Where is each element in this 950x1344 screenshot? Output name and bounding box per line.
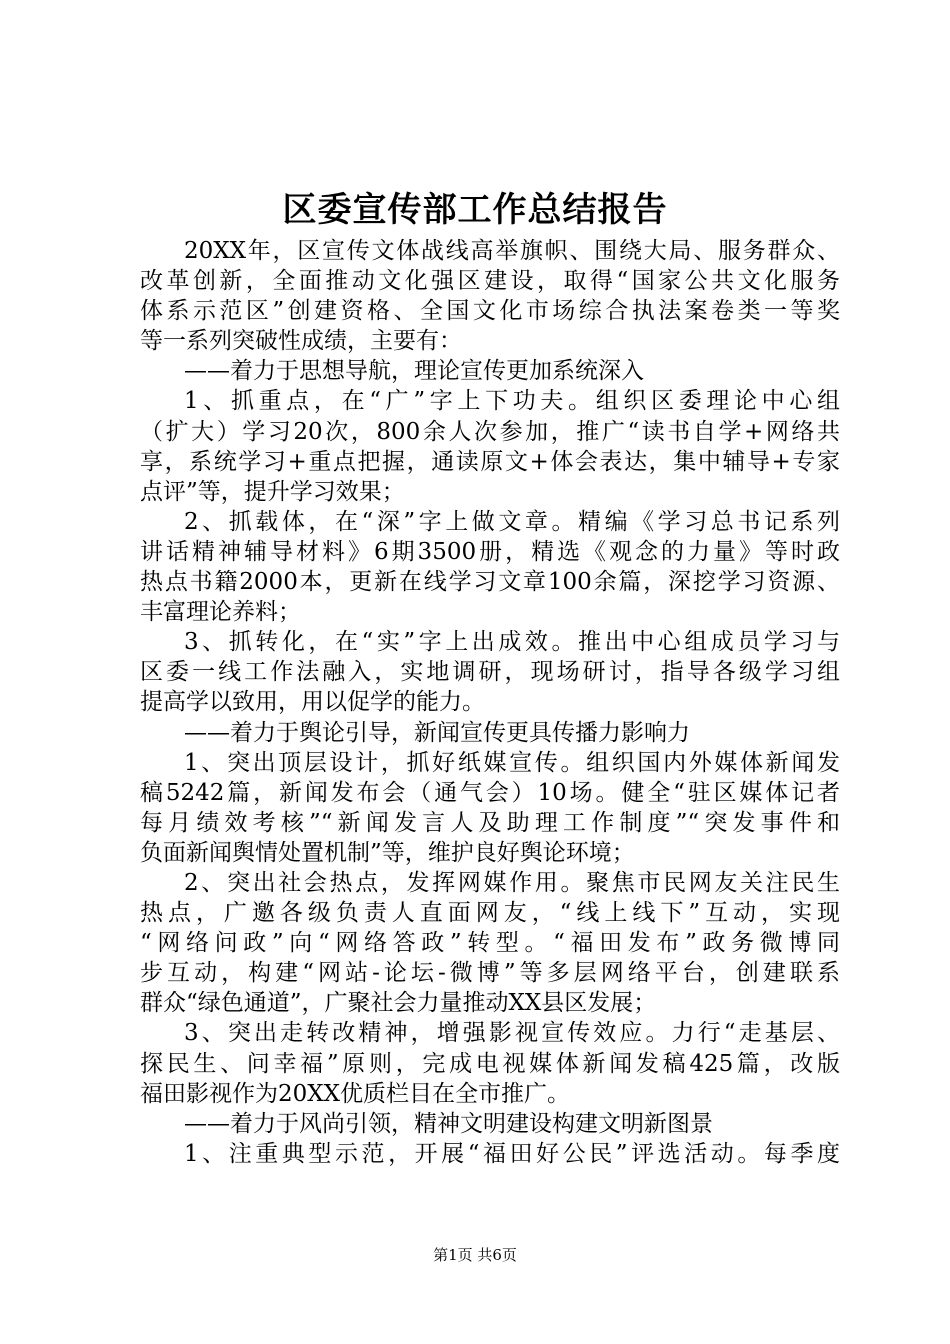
paragraph-line: 点评”等，提升学习效果； bbox=[140, 478, 405, 505]
section-heading: ——着力于舆论引导，新闻宣传更具传播力影响力 bbox=[184, 719, 690, 746]
paragraph-line: 改革创新，全面推动文化强区建设，取得“国家公共文化服务 bbox=[140, 268, 840, 295]
section-heading: ——着力于思想导航，理论宣传更加系统深入 bbox=[184, 358, 644, 385]
paragraph-line: 3、抓转化，在“实”字上出成效。推出中心组成员学习与 bbox=[184, 629, 840, 656]
page-footer: 第1页 共6页 bbox=[433, 1246, 517, 1264]
paragraph-line: 丰富理论养料； bbox=[140, 599, 301, 626]
paragraph-line: 提高学以致用，用以促学的能力。 bbox=[140, 689, 485, 716]
paragraph-line: 体系示范区”创建资格、全国文化市场综合执法案卷类一等奖 bbox=[140, 298, 840, 325]
paragraph-line: 热点，广邀各级负责人直面网友，“线上线下”互动，实现 bbox=[140, 900, 840, 927]
paragraph-line: 讲话精神辅导材料》6期3500册，精选《观念的力量》等时政 bbox=[140, 538, 840, 565]
paragraph-line: 2、抓载体，在“深”字上做文章。精编《学习总书记系列 bbox=[184, 508, 840, 535]
paragraph-line: “网络问政”向“网络答政”转型。“福田发布”政务微博同 bbox=[140, 930, 840, 957]
paragraph-line: （扩大）学习20次，800余人次参加，推广“读书自学+网络共 bbox=[140, 418, 840, 445]
paragraph-line: 1、抓重点，在“广”字上下功夫。组织区委理论中心组 bbox=[184, 388, 840, 415]
paragraph-line: 1、注重典型示范，开展“福田好公民”评选活动。每季度 bbox=[184, 1140, 840, 1167]
paragraph-line: 区委一线工作法融入，实地调研，现场研讨，指导各级学习组 bbox=[140, 659, 840, 686]
document-body bbox=[140, 236, 840, 1169]
document-title: 区委宣传部工作总结报告 bbox=[282, 190, 668, 230]
paragraph-line: 热点书籍2000本，更新在线学习文章100余篇，深挖学习资源、 bbox=[140, 569, 840, 596]
paragraph-line: 稿5242篇，新闻发布会（通气会）10场。健全“驻区媒体记者 bbox=[140, 779, 840, 806]
section-heading: ——着力于风尚引领，精神文明建设构建文明新图景 bbox=[184, 1110, 713, 1137]
paragraph-line: 福田影视作为20XX优质栏目在全市推广。 bbox=[140, 1080, 571, 1107]
paragraph-line: 群众“绿色通道”，广聚社会力量推动XX县区发展； bbox=[140, 990, 657, 1017]
paragraph-line: 等一系列突破性成绩，主要有： bbox=[140, 328, 462, 355]
paragraph-line: 3、突出走转改精神，增强影视宣传效应。力行“走基层、 bbox=[184, 1020, 840, 1047]
paragraph-line: 探民生、问幸福”原则，完成电视媒体新闻发稿425篇，改版 bbox=[140, 1050, 840, 1077]
paragraph-line: 1、突出顶层设计，抓好纸媒宣传。组织国内外媒体新闻发 bbox=[184, 749, 840, 776]
paragraph-line: 每月绩效考核”“新闻发言人及助理工作制度”“突发事件和 bbox=[140, 809, 840, 836]
paragraph-line: 2、突出社会热点，发挥网媒作用。聚焦市民网友关注民生 bbox=[184, 869, 840, 896]
paragraph-line: 20XX年，区宣传文体战线高举旗帜、围绕大局、服务群众、 bbox=[184, 238, 840, 264]
paragraph-line: 负面新闻舆情处置机制”等，维护良好舆论环境； bbox=[140, 839, 635, 866]
paragraph-line: 步互动，构建“网站-论坛-微博”等多层网络平台，创建联系 bbox=[140, 960, 840, 987]
paragraph-line: 享，系统学习+重点把握，通读原文+体会表达，集中辅导+专家 bbox=[140, 448, 840, 475]
